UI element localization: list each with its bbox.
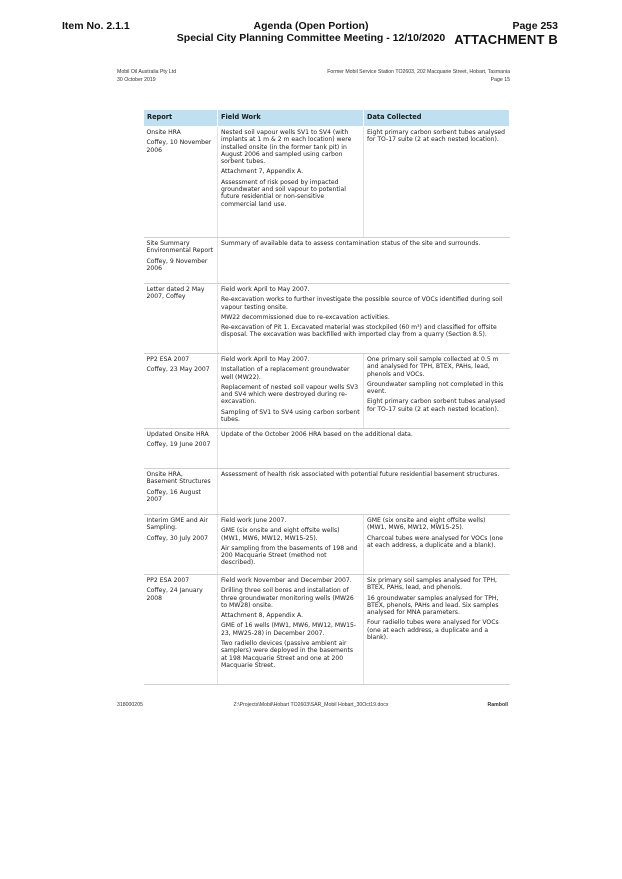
data-collected-text: Groundwater sampling not completed in this event. [367, 380, 504, 396]
column-header-report: Report [144, 110, 218, 127]
data-collected-cell [364, 515, 510, 575]
field-work-text: Field work April to May 2007. [221, 356, 310, 363]
brand-name: Ramboll [487, 702, 508, 708]
table-row [144, 284, 510, 354]
data-collected-text: Eight primary carbon sorbent tubes analysed for TO-17 suite (2 at each nested location). [367, 129, 505, 144]
site-name: Former Mobil Service Station TO2603, 202 Macquarie Street, Hobart, Tasmania [327, 69, 510, 75]
page-number: Page 253 [512, 20, 558, 32]
report-cell [144, 429, 218, 469]
attachment-label: ATTACHMENT B [454, 32, 558, 47]
item-number: Item No. 2.1.1 [62, 20, 130, 32]
column-header-data-collected: Data Collected [364, 110, 510, 127]
report-title: PP2 ESA 2007 [146, 356, 190, 363]
table-row [144, 515, 510, 575]
data-collected-cell [364, 127, 510, 238]
field-work-text: Field work June 2007. [221, 517, 287, 524]
table-header-row [144, 110, 510, 127]
summary-cell [218, 238, 510, 284]
table-row [144, 354, 510, 429]
report-author: Coffey, 10 November 2006 [146, 139, 212, 154]
report-cell [144, 575, 218, 685]
field-work-text: Two radiello devices (passive ambient air samplers) were deployed in the basements at 198 Macquarie Street and one at 200 Macquarie Street. [221, 640, 354, 669]
field-work-cell [218, 127, 364, 238]
field-work-cell [218, 354, 364, 429]
field-work-text: GME (six onsite and eight offsite wells) (MW1, MW6, MW12, MW15-25). [221, 527, 340, 542]
summary-text: Summary of available data to assess contamination status of the site and surrounds. [221, 240, 481, 247]
report-author: Coffey, 30 July 2007 [146, 534, 209, 542]
table-row [144, 575, 510, 685]
field-work-text: GME of 16 wells (MW1, MW6, MW12, MW15-23, MW25-28) in December 2007. [221, 622, 357, 637]
report-summary-table [143, 109, 510, 685]
report-author: Coffey, 9 November 2006 [146, 257, 208, 272]
document-date: 30 October 2019 [117, 77, 156, 83]
page-heading [454, 20, 558, 47]
summary-text: Assessment of health risk associated with potential future residential basement structures. [221, 471, 500, 478]
report-author: Coffey, 16 August 2007 [146, 488, 201, 503]
report-title: Interim GME and Air Sampling. [146, 517, 208, 532]
field-work-text: Drilling three soil bores and installation of three groundwater monitoring wells (MW26 to MW28) onsite. [221, 587, 354, 609]
field-work-cell [218, 515, 364, 575]
document-header-left [117, 68, 176, 84]
summary-text: Update of the October 2006 HRA based on the additional data. [221, 431, 413, 438]
summary-text: Re-excavation of Pit 1. Excavated material was stockpiled (60 m³) and classified for offsite disposal. The excavation was backfilled with imported clay from a quarry (Section 8.5). [221, 324, 497, 339]
report-author: Coffey, 24 January 2008 [146, 587, 203, 602]
field-work-text: Assessment of risk posed by impacted groundwater and soil vapour to potential future residential or non-sensitive commercial land use. [221, 178, 346, 208]
report-title: Updated Onsite HRA [146, 431, 209, 438]
data-collected-text: Four radiello tubes were analysed for VOCs (one at each address, a duplicate and a blank). [367, 619, 499, 642]
report-author: Coffey, 23 May 2007 [146, 366, 210, 374]
data-collected-text: GME (six onsite and eight offsite wells) (MW1, MW6, MW12, MW15-25). [367, 517, 486, 532]
report-cell [144, 515, 218, 575]
column-header-field-work: Field Work [218, 110, 364, 127]
report-cell [144, 127, 218, 238]
field-work-text: Sampling of SV1 to SV4 using carbon sorbent tubes. [221, 408, 360, 424]
data-collected-cell [364, 575, 510, 685]
report-cell [144, 354, 218, 429]
data-collected-text: One primary soil sample collected at 0.5 m and analysed for TPH, BTEX, PAHs, lead, phenols and VOCs. [367, 356, 499, 378]
report-title: Onsite HRA [146, 129, 181, 136]
report-title: Letter dated 2 May 2007, Coffey [146, 286, 205, 301]
report-title: PP2 ESA 2007 [146, 577, 190, 584]
data-collected-text: 16 groundwater samples analysed for TPH, BTEX, phenols, PAHs and lead. Six samples analysed for MNA parameters. [367, 594, 499, 617]
data-collected-text: Charcoal tubes were analysed for VOCs (one at each address, a duplicate and a blank). [367, 534, 504, 549]
summary-text: Field work April to May 2007. [221, 286, 310, 293]
report-cell [144, 469, 218, 515]
summary-text: MW22 decommissioned due to re-excavation activities. [221, 313, 390, 321]
document-header-right [327, 68, 510, 84]
field-work-text: Installation of a replacement groundwater well (MW22). [221, 366, 350, 381]
meeting-title: Special City Planning Committee Meeting - 12/10/2020 [176, 32, 446, 44]
summary-text: Re-excavation works to further investigate the possible source of VOCs identified during soil vapour testing onsite. [221, 296, 503, 311]
field-work-text: Attachment 7, Appendix A. [221, 168, 304, 176]
field-work-text: Replacement of nested soil vapour wells SV3 and SV4 which were destroyed during re-excavation. [221, 383, 359, 406]
field-work-text: Attachment 8, Appendix A. [221, 612, 304, 620]
summary-cell [218, 429, 510, 469]
field-work-text: Field work November and December 2007. [221, 577, 352, 584]
field-work-cell [218, 575, 364, 685]
report-title: Site Summary Environmental Report [146, 240, 213, 255]
report-author: Coffey, 19 June 2007 [146, 441, 211, 449]
table-row [144, 469, 510, 515]
table-row [144, 127, 510, 238]
field-work-text: Nested soil vapour wells SV1 to SV4 (with implants at 1 m & 2 m each location) were installed onsite (in the former tank pit) in August 2006 and sampled using carbon sorbent tubes. [221, 129, 352, 166]
data-collected-text: Six primary soil samples analysed for TPH, BTEX, PAHs, lead, and phenols. [367, 577, 497, 592]
project-number: 318000205 [117, 702, 143, 708]
file-path: Z:\Projects\Mobil\Hobart TO2603\SAR_Mobil Hobart_30Oct19.docx [233, 702, 389, 708]
agenda-title: Agenda (Open Portion) [253, 20, 369, 32]
document-page: Page 15 [490, 77, 510, 83]
report-cell [144, 284, 218, 354]
data-collected-text: Eight primary carbon sorbent tubes analysed for TO-17 suite (2 at each nested location). [367, 398, 505, 413]
company-name: Mobil Oil Australia Pty Ltd [117, 69, 177, 75]
summary-cell [218, 469, 510, 515]
data-collected-cell [364, 354, 510, 429]
table-row [144, 429, 510, 469]
field-work-text: Air sampling from the basements of 198 and 200 Macquarie Street (method not described). [221, 544, 358, 567]
report-cell [144, 238, 218, 284]
report-title: Onsite HRA, Basement Structures [146, 471, 211, 486]
summary-cell [218, 284, 510, 354]
table-row [144, 238, 510, 284]
